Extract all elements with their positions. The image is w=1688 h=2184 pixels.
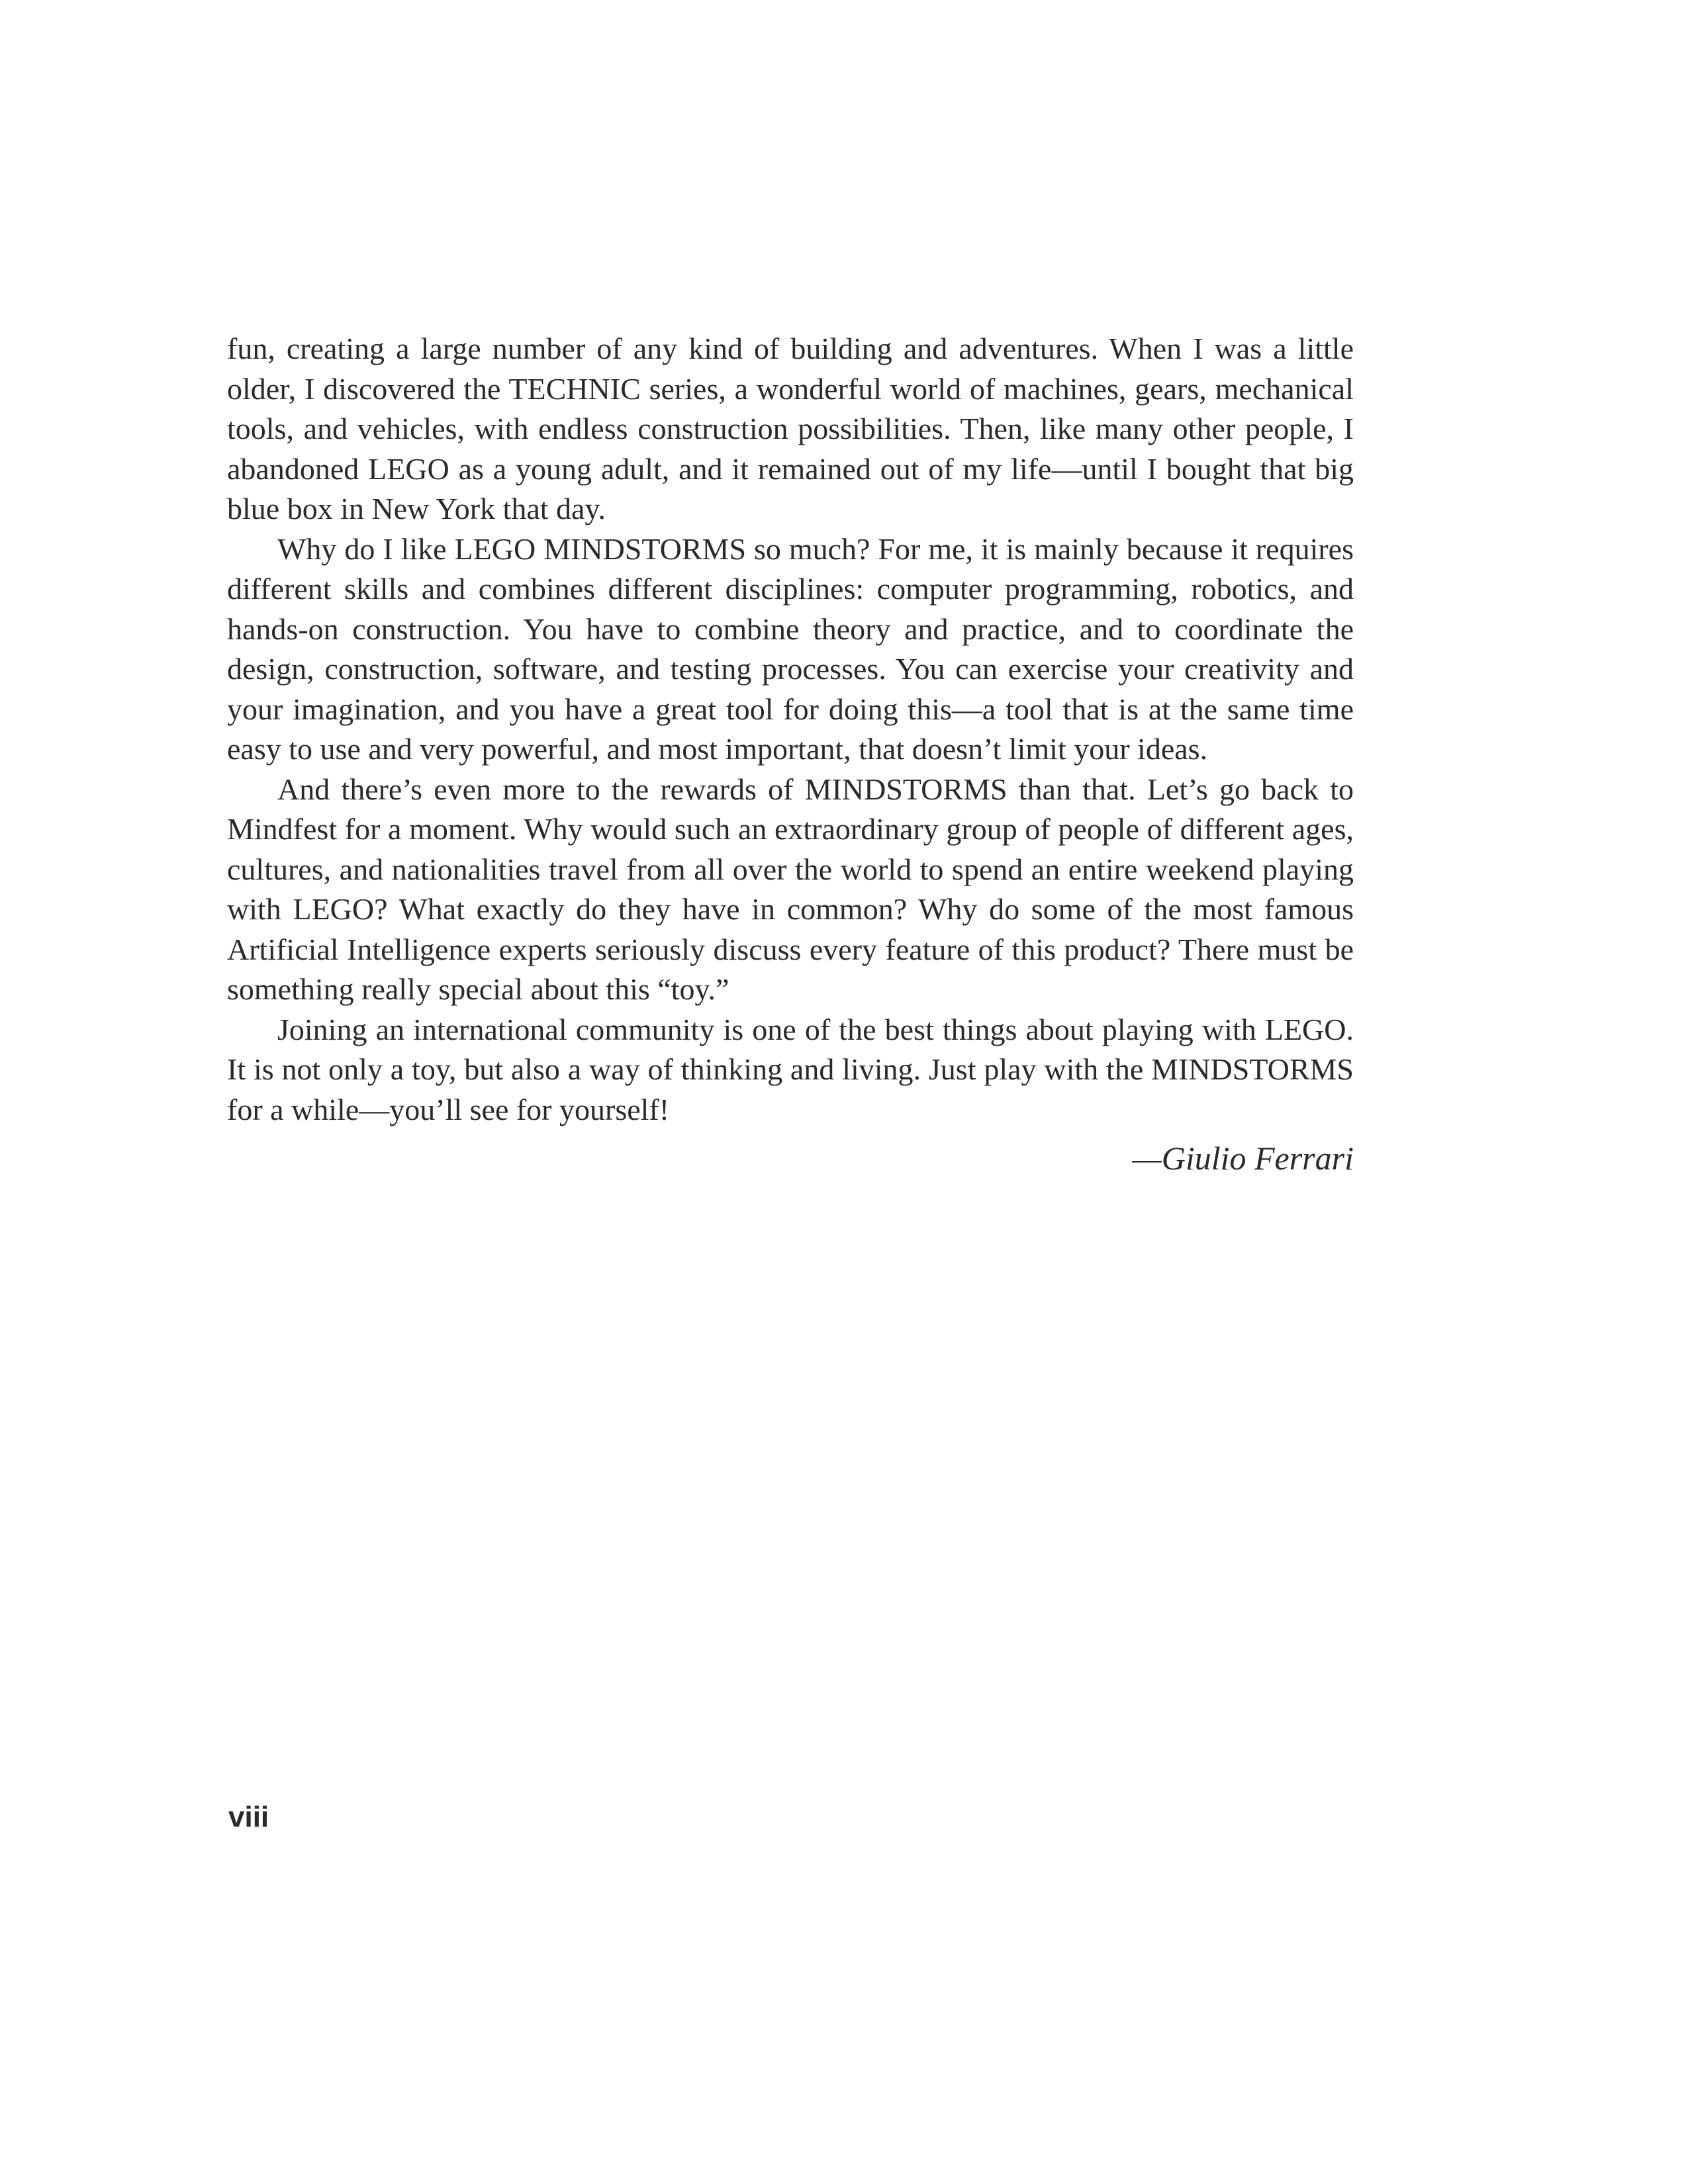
paragraph-3: And there’s even more to the rewards of MINDSTORMS than that. Let’s go back to Mindfest for a moment. Why would such an extraordinary group of people of different ages, cultures, and nationalities travel from all over the world to spend an entire weekend playing with LEGO? What exactly do they have in common? Why do some of the most famous Artificial Intelligence experts seriously discuss every feature of this product? There must be something really special about this “toy.” bbox=[227, 772, 1354, 1006]
page-number: viii bbox=[228, 1801, 269, 1833]
foreword-text bbox=[227, 329, 1354, 1180]
author-signature: —Giulio Ferrari bbox=[1132, 1140, 1354, 1177]
paragraph-4: Joining an international community is one of the best things about playing with LEGO. It is not only a toy, but also a way of thinking and living. Just play with the MINDSTORMS for a while—you’ll see for yourself! bbox=[227, 1012, 1354, 1126]
paragraph-1: fun, creating a large number of any kind of building and adventures. When I was a little older, I discovered the TECHNIC series, a wonderful world of machines, gears, mechanical tools, and vehicles, with endless construction possibilities. Then, like many other people, I abandoned LEGO as a young adult, and it remained out of my life—until I bought that big blue box in New York that day. bbox=[227, 332, 1354, 525]
paragraph-2: Why do I like LEGO MINDSTORMS so much? For me, it is mainly because it requires different skills and combines different disciplines: computer programming, robotics, and hands-on construction. You have to combine theory and practice, and to coordinate the design, construction, software, and testing processes. You can exercise your creativity and your imagination, and you have a great tool for doing this—a tool that is at the same time easy to use and very powerful, and most important, that doesn’t limit your ideas. bbox=[227, 531, 1354, 766]
